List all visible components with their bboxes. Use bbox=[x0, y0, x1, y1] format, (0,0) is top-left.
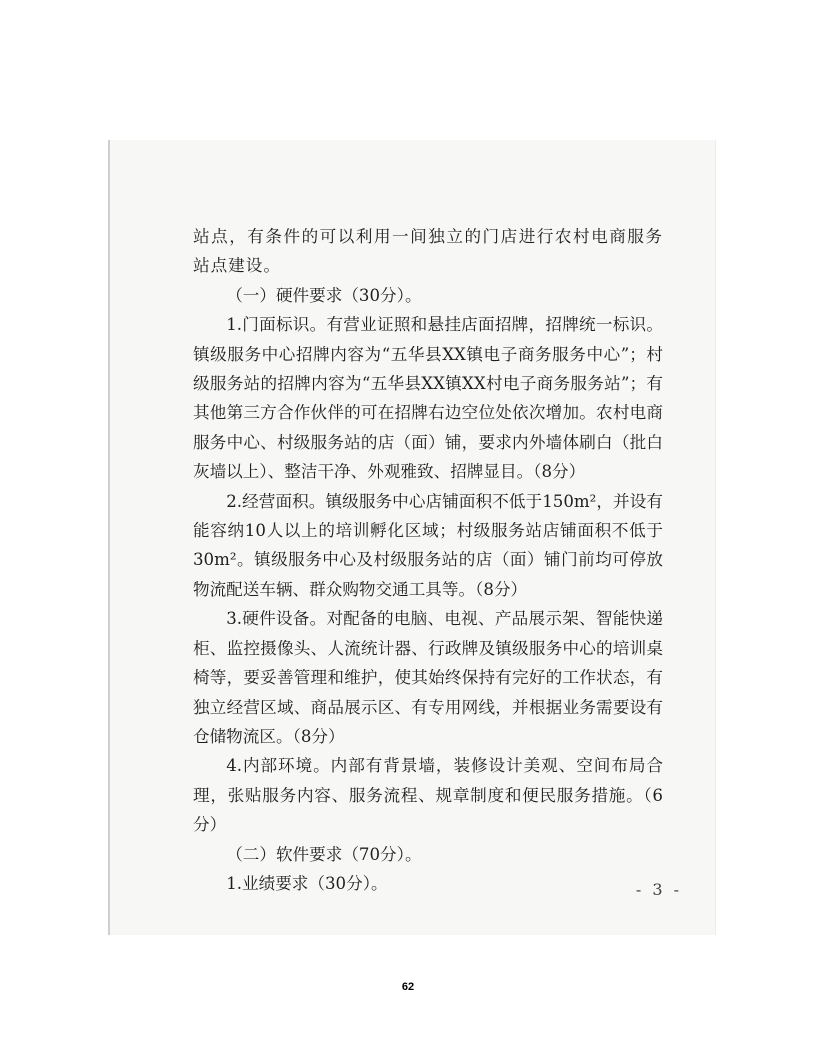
section-heading-hardware: （一）硬件要求（30分）。 bbox=[226, 285, 422, 305]
paragraph-storefront-signage: 1.门面标识。有营业证照和悬挂店面招牌，招牌统一标识。镇级服务中心招牌内容为“五华县XX镇电子商务服务中心”；村级服务站的招牌内容为“五华县XX镇XX村电子商务服务站”；有其他第三方合作伙伴的可在招牌右边空位处依次增加。农村电商服务中心、村级服务站的店（面）铺，要求内外墙体刷白（批白灰墙以上）、整洁干净、外观雅致、招牌显目。（8分） bbox=[193, 315, 663, 482]
document-page-number: - 3 - bbox=[635, 880, 682, 899]
scan-right-edge bbox=[715, 140, 716, 935]
paragraph-business-area: 2.经营面积。镇级服务中心店铺面积不低于150m²，并设有能容纳10人以上的培训孵化区域；村级服务站店铺面积不低于30m²。镇级服务中心及村级服务站的店（面）铺门前均可停放物流配送车辆、群众购物交通工具等。（8分） bbox=[193, 491, 663, 599]
paragraph-performance-requirements: 1.业绩要求（30分）。 bbox=[226, 873, 388, 893]
paragraph-hardware-equipment: 3.硬件设备。对配备的电脑、电视、产品展示架、智能快递柜、监控摄像头、人流统计器、行政牌及镇级服务中心的培训桌椅等，要妥善管理和维护，使其始终保持有完好的工作状态，有独立经营区域、商品展示区、有专用网线，并根据业务需要设有仓储物流区。（8分） bbox=[193, 609, 663, 746]
document-body bbox=[193, 222, 663, 898]
pdf-page-number: 62 bbox=[401, 981, 415, 993]
paragraph-continuation: 站点，有条件的可以利用一间独立的门店进行农村电商服务站点建设。 bbox=[193, 227, 663, 276]
paragraph-interior-environment: 4.内部环境。内部有背景墙，装修设计美观、空间布局合理，张贴服务内容、服务流程、规章制度和便民服务措施。（6分） bbox=[193, 756, 663, 835]
section-heading-software: （二）软件要求（70分）。 bbox=[226, 844, 422, 864]
